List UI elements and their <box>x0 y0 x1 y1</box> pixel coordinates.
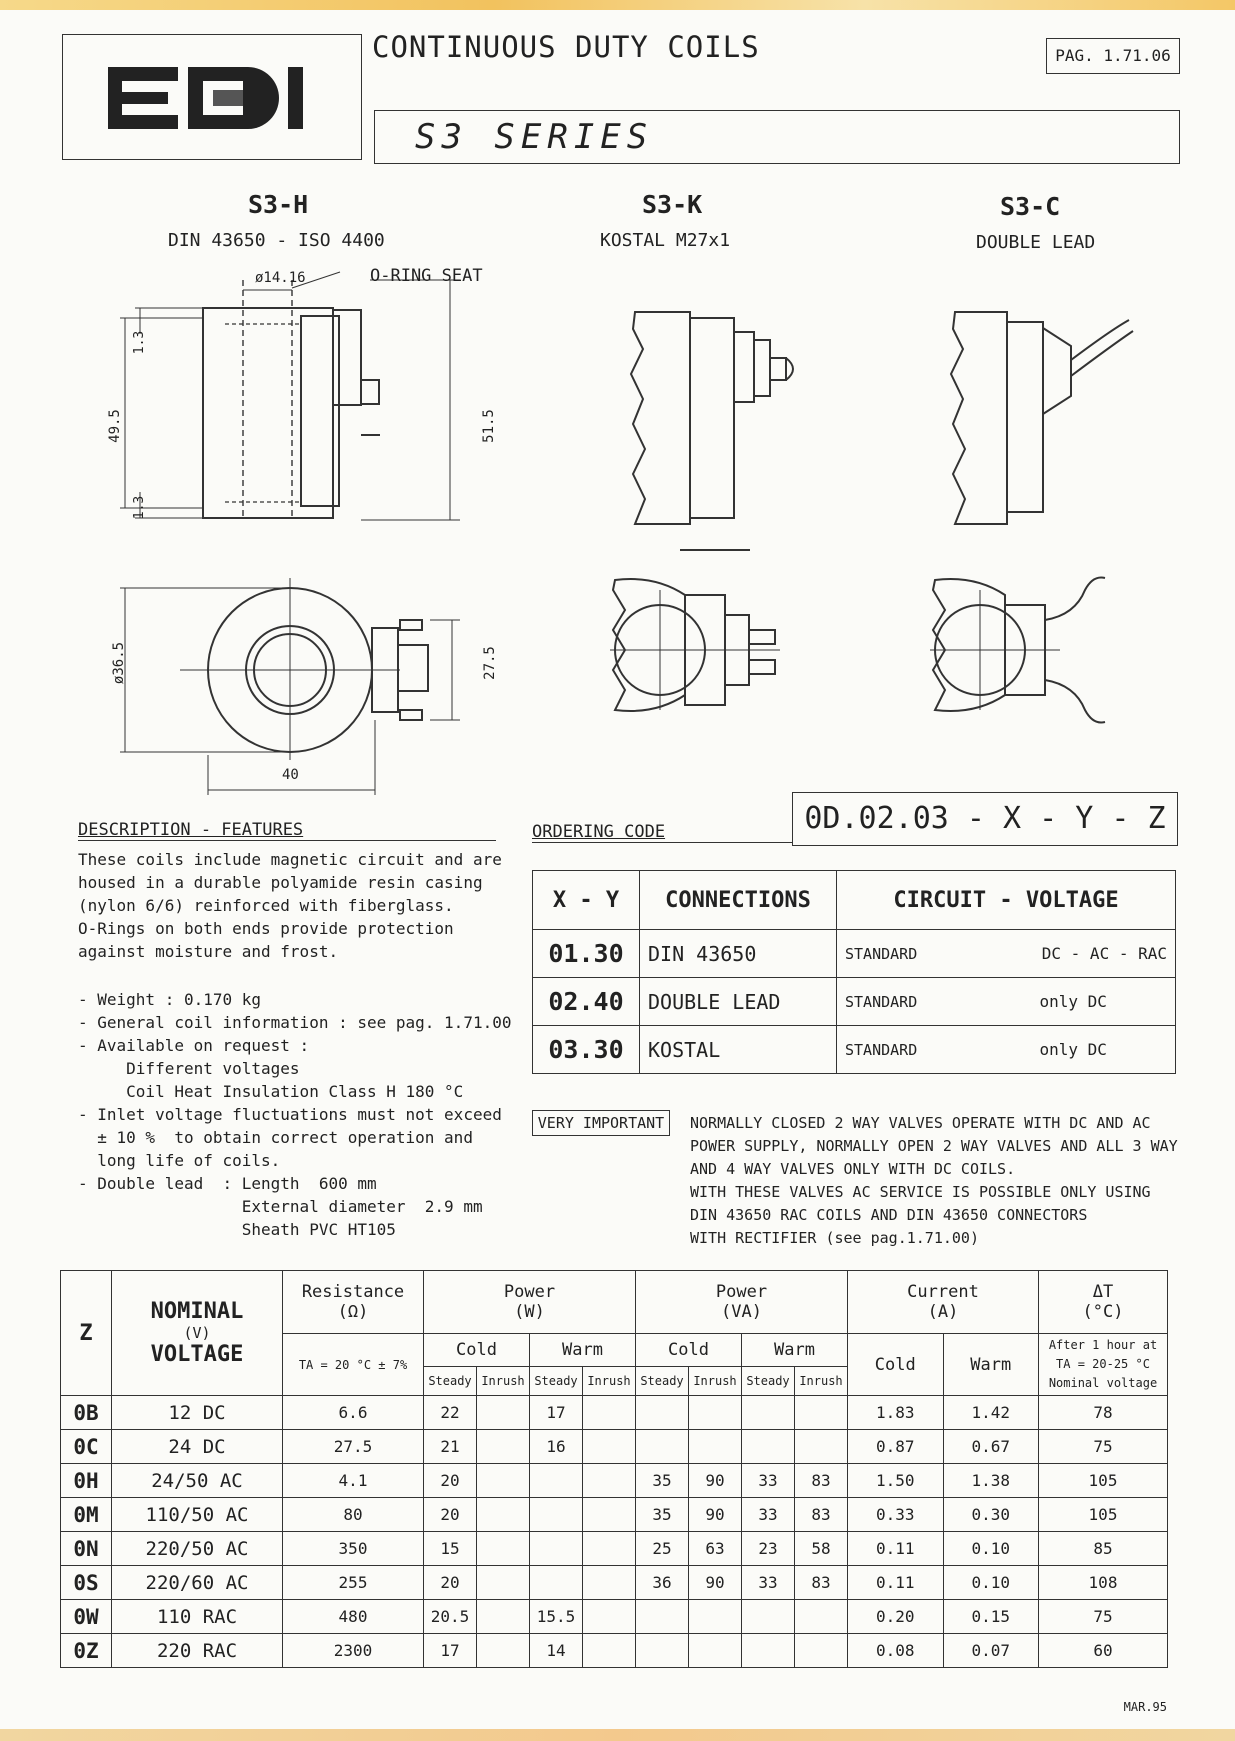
s3k-side-drawing <box>631 312 793 550</box>
power-w-warm-inrush <box>583 1532 636 1566</box>
feature-item: External diameter 2.9 mm <box>78 1197 483 1216</box>
power-va-cold-inrush: 90 <box>689 1566 742 1600</box>
power-w-warm-steady <box>530 1532 583 1566</box>
current-label: Current <box>907 1282 979 1302</box>
power-va-warm-inrush: 58 <box>795 1532 848 1566</box>
power-w-warm-inrush <box>583 1600 636 1634</box>
connection-name: KOSTAL <box>640 1026 837 1074</box>
power-va-warm-steady <box>742 1634 795 1668</box>
power-w-cold-inrush <box>477 1600 530 1634</box>
power-w-label: Power <box>503 1282 556 1302</box>
col-xy: X - Y <box>533 871 640 930</box>
power-va-warm-inrush: 83 <box>795 1464 848 1498</box>
power-w-cold-steady: 22 <box>424 1396 477 1430</box>
delta-t: 85 <box>1039 1532 1168 1566</box>
power-va-warm-inrush: 83 <box>795 1498 848 1532</box>
table-row <box>61 1600 1168 1634</box>
table-row <box>61 1396 1168 1430</box>
z-code: 0C <box>61 1430 112 1464</box>
current-warm: 0.67 <box>943 1430 1039 1464</box>
power-va-unit: (VA) <box>721 1302 762 1322</box>
delta-t: 60 <box>1039 1634 1168 1668</box>
coil-data-table <box>60 1270 1168 1668</box>
feature-item: Sheath PVC HT105 <box>78 1220 396 1239</box>
view-sub-s3k: KOSTAL M27x1 <box>600 230 731 251</box>
power-w-warm-inrush <box>583 1498 636 1532</box>
dim-h3: 1.3 <box>132 495 148 520</box>
power-va-warm-steady <box>742 1430 795 1464</box>
z-code: 0S <box>61 1566 112 1600</box>
power-w-cold-inrush <box>477 1430 530 1464</box>
power-w-cold-inrush <box>477 1634 530 1668</box>
power-w-warm-steady <box>530 1498 583 1532</box>
col-resistance <box>283 1271 424 1334</box>
col-nominal <box>112 1271 283 1396</box>
power-w-warm-steady: 15.5 <box>530 1600 583 1634</box>
ta2-label: TA = 20-25 °C <box>1056 1357 1150 1371</box>
current-cold: 1.50 <box>848 1464 944 1498</box>
power-va-warm-steady: 33 <box>742 1566 795 1600</box>
series-box <box>374 110 1180 164</box>
z-code: 0H <box>61 1464 112 1498</box>
inrush: Inrush <box>795 1367 848 1396</box>
features-list <box>78 988 511 1241</box>
table-row <box>61 1634 1168 1668</box>
connections-table <box>532 870 1176 1074</box>
current-cold: Cold <box>848 1334 944 1396</box>
voltage: DC - AC - RAC <box>959 930 1175 978</box>
feature-item: Different voltages <box>78 1059 300 1078</box>
dim-d1: ø36.5 <box>111 641 128 685</box>
resistance-unit: (Ω) <box>337 1302 369 1322</box>
power-w-warm: Warm <box>530 1334 636 1367</box>
col-z: Z <box>61 1271 112 1396</box>
power-va-cold-steady <box>636 1396 689 1430</box>
power-w-warm-steady <box>530 1566 583 1600</box>
feature-item: - Double lead : Length 600 mm <box>78 1174 377 1193</box>
power-va-label: Power <box>715 1282 768 1302</box>
s3c-side-drawing <box>951 312 1133 524</box>
power-w-cold-inrush <box>477 1498 530 1532</box>
power-w-warm-steady: 16 <box>530 1430 583 1464</box>
power-va-warm-steady: 33 <box>742 1464 795 1498</box>
power-w-cold-inrush <box>477 1464 530 1498</box>
current-cold: 0.87 <box>848 1430 944 1464</box>
nominal-label: NOMINAL <box>150 1299 244 1324</box>
current-warm: 1.38 <box>943 1464 1039 1498</box>
very-important-text: NORMALLY CLOSED 2 WAY VALVES OPERATE WITH DC AND AC POWER SUPPLY, NORMALLY OPEN 2 WAY VALVES AND ALL 3 WAY AND 4 WAY VALVES ONLY WITH DC COILS. WITH THESE VALVES AC SERVICE IS POSSIBLE ONLY USING DIN 43650 RAC COILS AND DIN 43650 CONNECTORS WITH RECTIFIER (see pag.1.71.00) <box>690 1114 1178 1247</box>
nominal-voltage: 110/50 AC <box>112 1498 283 1532</box>
logo-box <box>62 34 362 160</box>
table-row <box>61 1566 1168 1600</box>
voltage-label: VOLTAGE <box>150 1342 244 1367</box>
revision-date: MAR.95 <box>1123 1700 1167 1714</box>
resistance-condition: TA = 20 °C ± 7% <box>283 1334 424 1396</box>
delta-condition <box>1039 1334 1168 1396</box>
current-unit: (A) <box>927 1302 959 1322</box>
feature-item: - General coil information : see pag. 1.71.00 <box>78 1013 512 1032</box>
power-va-warm-steady: 23 <box>742 1532 795 1566</box>
delta-t: 105 <box>1039 1464 1168 1498</box>
power-va-cold: Cold <box>636 1334 742 1367</box>
power-va-cold-steady <box>636 1634 689 1668</box>
power-w-cold-steady: 21 <box>424 1430 477 1464</box>
power-va-cold-inrush: 90 <box>689 1498 742 1532</box>
current-warm: 0.10 <box>943 1566 1039 1600</box>
connections-header-row <box>533 871 1176 930</box>
inrush: Inrush <box>477 1367 530 1396</box>
current-warm: Warm <box>943 1334 1039 1396</box>
delta-t: 75 <box>1039 1430 1168 1464</box>
col-circuit-voltage: CIRCUIT - VOLTAGE <box>837 871 1176 930</box>
power-w-cold-steady: 17 <box>424 1634 477 1668</box>
power-va-cold-inrush: 90 <box>689 1464 742 1498</box>
table-row <box>61 1430 1168 1464</box>
col-delta-t <box>1039 1271 1168 1334</box>
col-current <box>848 1271 1039 1334</box>
power-va-warm-steady: 33 <box>742 1498 795 1532</box>
resistance: 255 <box>283 1566 424 1600</box>
view-title-s3k: S3-K <box>642 190 703 219</box>
power-va-warm-steady <box>742 1396 795 1430</box>
nominal-voltage: 220/60 AC <box>112 1566 283 1600</box>
xy-code: 03.30 <box>533 1026 640 1074</box>
power-va-cold-inrush: 63 <box>689 1532 742 1566</box>
z-code: 0M <box>61 1498 112 1532</box>
z-code: 0N <box>61 1532 112 1566</box>
delta-t: 75 <box>1039 1600 1168 1634</box>
col-connections: CONNECTIONS <box>640 871 837 930</box>
power-w-unit: (W) <box>514 1302 545 1322</box>
dim-width: 40 <box>282 767 299 783</box>
delta-label: ΔT <box>1092 1282 1114 1302</box>
voltage: only DC <box>959 1026 1175 1074</box>
technical-drawings <box>60 260 1180 800</box>
col-power-va <box>636 1271 848 1334</box>
power-w-cold-steady: 20 <box>424 1464 477 1498</box>
power-w-cold-inrush <box>477 1396 530 1430</box>
s3k-bottom-drawing <box>610 579 780 711</box>
description-text: These coils include magnetic circuit and are housed in a durable polyamide resin casing (nylon 6/6) reinforced with fiberglass. O-Rings on both ends provide protection against moisture and frost. <box>78 850 502 961</box>
power-va-cold-steady <box>636 1600 689 1634</box>
feature-item: ± 10 % to obtain correct operation and <box>78 1128 473 1147</box>
current-cold: 1.83 <box>848 1396 944 1430</box>
bottom-border <box>0 1729 1235 1741</box>
resistance: 6.6 <box>283 1396 424 1430</box>
series-title: S3 SERIES <box>415 117 654 157</box>
current-cold: 0.33 <box>848 1498 944 1532</box>
nominal-voltage: 24/50 AC <box>112 1464 283 1498</box>
current-cold: 0.08 <box>848 1634 944 1668</box>
col-power-w <box>424 1271 636 1334</box>
page-title: CONTINUOUS DUTY COILS <box>372 30 760 64</box>
resistance: 80 <box>283 1498 424 1532</box>
s3c-bottom-drawing <box>930 578 1105 723</box>
view-sub-s3c: DOUBLE LEAD <box>976 232 1096 253</box>
table-row <box>61 1532 1168 1566</box>
feature-item: - Available on request : <box>78 1036 310 1055</box>
feature-item: long life of coils. <box>78 1151 281 1170</box>
after-label: After 1 hour at <box>1048 1338 1158 1352</box>
table-row <box>533 930 1176 978</box>
feature-item: - Weight : 0.170 kg <box>78 990 262 1009</box>
s3h-bottom-drawing <box>120 578 460 795</box>
steady: Steady <box>530 1367 583 1396</box>
power-w-cold-inrush <box>477 1566 530 1600</box>
power-va-cold-inrush <box>689 1600 742 1634</box>
power-va-cold-steady: 35 <box>636 1498 689 1532</box>
power-va-warm-inrush <box>795 1600 848 1634</box>
current-warm: 1.42 <box>943 1396 1039 1430</box>
page-number: PAG. 1.71.06 <box>1046 38 1180 74</box>
power-w-warm-inrush <box>583 1566 636 1600</box>
power-va-cold-steady: 36 <box>636 1566 689 1600</box>
power-va-warm-inrush: 83 <box>795 1566 848 1600</box>
connection-name: DIN 43650 <box>640 930 837 978</box>
power-w-warm-inrush <box>583 1464 636 1498</box>
power-va-cold-inrush <box>689 1396 742 1430</box>
delta-t: 108 <box>1039 1566 1168 1600</box>
power-va-warm: Warm <box>742 1334 848 1367</box>
view-title-s3h: S3-H <box>248 190 309 219</box>
power-w-cold-steady: 20 <box>424 1566 477 1600</box>
current-warm: 0.07 <box>943 1634 1039 1668</box>
resistance: 480 <box>283 1600 424 1634</box>
description-rule <box>78 840 496 841</box>
power-w-warm-inrush <box>583 1396 636 1430</box>
power-va-cold-inrush <box>689 1430 742 1464</box>
power-va-warm-inrush <box>795 1430 848 1464</box>
current-warm: 0.15 <box>943 1600 1039 1634</box>
power-w-warm-inrush <box>583 1430 636 1464</box>
resistance: 2300 <box>283 1634 424 1668</box>
dim-oring: O-RING SEAT <box>370 266 483 286</box>
very-important-label: VERY IMPORTANT <box>532 1110 670 1136</box>
dim-d2: 27.5 <box>481 646 498 680</box>
nominal-voltage: 24 DC <box>112 1430 283 1464</box>
steady: Steady <box>636 1367 689 1396</box>
circuit: STANDARD <box>837 978 960 1026</box>
nominal-voltage: 220 RAC <box>112 1634 283 1668</box>
table-row <box>533 978 1176 1026</box>
table-row <box>61 1498 1168 1532</box>
xy-code: 01.30 <box>533 930 640 978</box>
power-w-warm-steady: 14 <box>530 1634 583 1668</box>
power-w-cold-steady: 20.5 <box>424 1600 477 1634</box>
nominal-voltage: 12 DC <box>112 1396 283 1430</box>
dim-h2: 49.5 <box>106 409 123 443</box>
power-w-cold-inrush <box>477 1532 530 1566</box>
current-cold: 0.20 <box>848 1600 944 1634</box>
power-va-cold-steady: 25 <box>636 1532 689 1566</box>
power-va-warm-inrush <box>795 1634 848 1668</box>
z-code: 0Z <box>61 1634 112 1668</box>
circuit: STANDARD <box>837 1026 960 1074</box>
ordering-rule <box>532 842 792 843</box>
current-cold: 0.11 <box>848 1532 944 1566</box>
power-va-cold-inrush <box>689 1634 742 1668</box>
connection-name: DOUBLE LEAD <box>640 978 837 1026</box>
voltage: only DC <box>959 978 1175 1026</box>
power-w-warm-steady: 17 <box>530 1396 583 1430</box>
delta-unit: (°C) <box>1082 1302 1124 1322</box>
power-va-warm-inrush <box>795 1396 848 1430</box>
dim-bore: ø14.16 <box>255 270 306 286</box>
current-cold: 0.11 <box>848 1566 944 1600</box>
power-w-cold: Cold <box>424 1334 530 1367</box>
resistance-label: Resistance <box>301 1282 405 1302</box>
description-heading: DESCRIPTION - FEATURES <box>78 820 304 840</box>
circuit: STANDARD <box>837 930 960 978</box>
table-row <box>61 1464 1168 1498</box>
power-w-warm-inrush <box>583 1634 636 1668</box>
current-warm: 0.30 <box>943 1498 1039 1532</box>
ordering-code: 0D.02.03 - X - Y - Z <box>792 792 1178 846</box>
power-va-cold-steady: 35 <box>636 1464 689 1498</box>
nominal-voltage: 220/50 AC <box>112 1532 283 1566</box>
power-w-cold-steady: 20 <box>424 1498 477 1532</box>
top-border <box>0 0 1235 10</box>
nominal-voltage-label: Nominal voltage <box>1048 1376 1158 1390</box>
resistance: 350 <box>283 1532 424 1566</box>
z-code: 0W <box>61 1600 112 1634</box>
view-title-s3c: S3-C <box>1000 192 1061 221</box>
power-w-warm-steady <box>530 1464 583 1498</box>
power-va-warm-steady <box>742 1600 795 1634</box>
s3h-side-drawing <box>120 272 460 520</box>
dim-h1: 1.3 <box>132 330 148 355</box>
resistance: 4.1 <box>283 1464 424 1498</box>
current-warm: 0.10 <box>943 1532 1039 1566</box>
inrush: Inrush <box>583 1367 636 1396</box>
dim-h4: 51.5 <box>480 409 497 443</box>
nominal-unit: (V) <box>183 1324 211 1342</box>
delta-t: 105 <box>1039 1498 1168 1532</box>
delta-t: 78 <box>1039 1396 1168 1430</box>
power-w-cold-steady: 15 <box>424 1532 477 1566</box>
nominal-voltage: 110 RAC <box>112 1600 283 1634</box>
steady: Steady <box>424 1367 477 1396</box>
xy-code: 02.40 <box>533 978 640 1026</box>
power-va-cold-steady <box>636 1430 689 1464</box>
view-sub-s3h: DIN 43650 - ISO 4400 <box>168 230 385 251</box>
inrush: Inrush <box>689 1367 742 1396</box>
z-code: 0B <box>61 1396 112 1430</box>
edi-logo-icon <box>63 35 360 158</box>
feature-item: - Inlet voltage fluctuations must not exceed <box>78 1105 502 1124</box>
ordering-heading: ORDERING CODE <box>532 822 666 842</box>
steady: Steady <box>742 1367 795 1396</box>
resistance: 27.5 <box>283 1430 424 1464</box>
feature-item: Coil Heat Insulation Class H 180 °C <box>78 1082 464 1101</box>
table-row <box>533 1026 1176 1074</box>
